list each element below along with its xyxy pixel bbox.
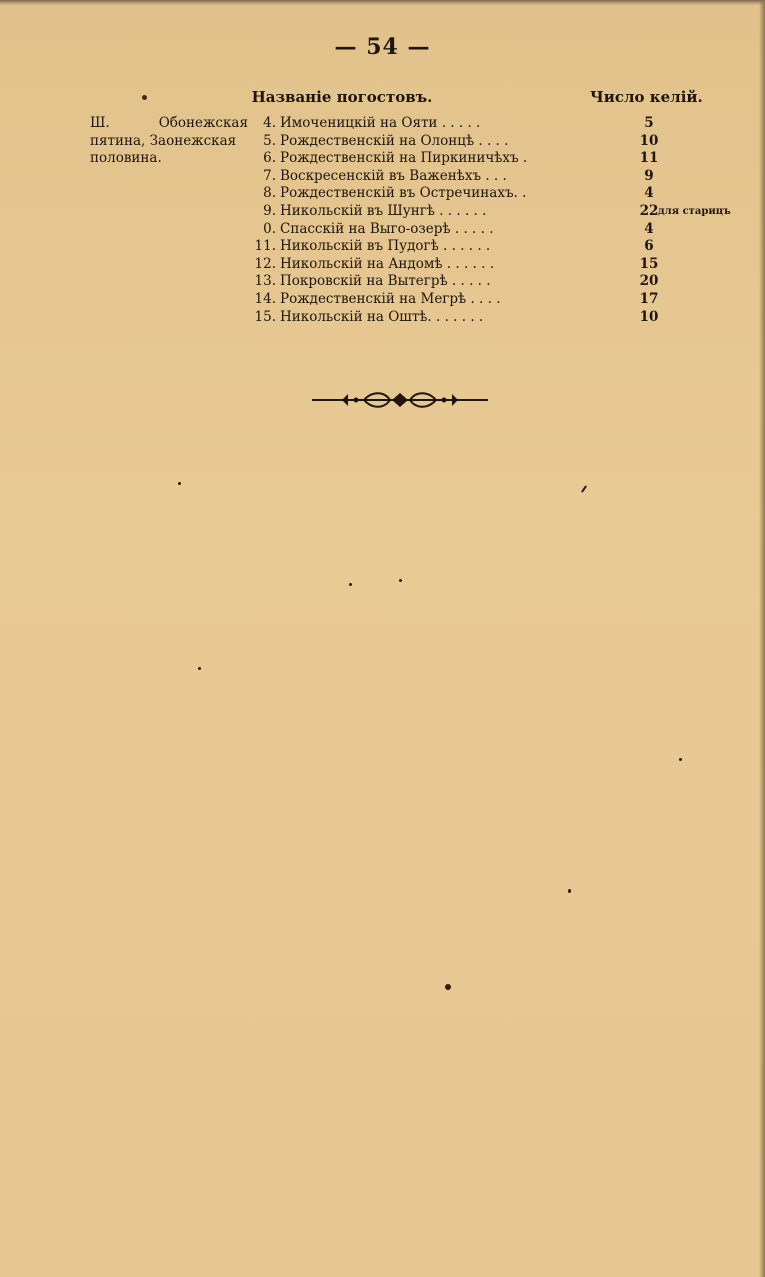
ink-speck <box>679 758 682 761</box>
pogost-name: Рождественскій въ Остречинахъ. . <box>280 185 527 202</box>
pogost-name: Никольскій на Андомѣ . . . . . . <box>280 255 495 272</box>
cell-count: 9 <box>644 167 654 184</box>
cell-count: 17 <box>639 290 659 307</box>
cell-count: 10 <box>639 132 659 149</box>
row-number: 6. <box>263 150 276 167</box>
table-row <box>244 115 724 133</box>
table-row <box>244 291 724 309</box>
row-number: 7. <box>263 167 276 184</box>
row-number: 5. <box>263 132 276 149</box>
cell-count: 20 <box>639 273 659 290</box>
row-number: 8. <box>263 185 276 202</box>
region-half: половина. <box>90 150 162 166</box>
page-number: — 54 — <box>334 34 431 60</box>
cell-count: 11 <box>639 150 659 167</box>
region-name: Обонежская <box>158 115 248 131</box>
table-row <box>244 133 724 151</box>
row-number: 12. <box>254 255 276 272</box>
row-number: 14. <box>254 290 276 307</box>
pogost-list <box>244 115 731 326</box>
table-row <box>244 238 724 256</box>
page-right-edge <box>759 0 765 1277</box>
row-number: 4. <box>263 115 276 131</box>
cell-count: 10 <box>639 308 659 325</box>
table-row <box>244 221 724 239</box>
table-row <box>244 273 724 291</box>
table-row <box>244 150 724 168</box>
cell-count: 15 <box>639 255 659 272</box>
row-number: 13. <box>254 273 276 290</box>
ink-speck <box>399 579 402 582</box>
table-row <box>244 168 724 186</box>
ink-speck <box>445 984 451 990</box>
row-note: для старицъ <box>658 205 731 217</box>
header-dot <box>142 95 147 100</box>
cell-count: 22 <box>639 202 659 219</box>
pogost-name: Никольскій на Оштѣ. . . . . . . <box>280 308 484 325</box>
ink-speck <box>349 583 352 586</box>
ink-speck <box>198 667 201 670</box>
region-subname: пятина, Заонежская <box>90 132 237 149</box>
row-number: 11. <box>254 238 276 255</box>
pogost-name: Воскресенскій въ Важенѣхъ . . . <box>280 167 507 184</box>
row-number: 9. <box>263 202 276 219</box>
pogost-name: Имоченицкій на Ояти . . . . . <box>280 115 481 131</box>
page-top-edge <box>0 0 765 6</box>
ink-speck <box>178 482 181 485</box>
column-header-name: Названіе погостовъ. <box>251 88 433 106</box>
table-row <box>244 202 731 221</box>
ink-speck <box>568 889 571 893</box>
column-header-count: Число келій. <box>590 88 703 106</box>
pogost-name: Спасскій на Выго-озерѣ . . . . . <box>280 220 494 237</box>
region-roman-numeral: Ш. <box>90 115 110 131</box>
divider-ornament-icon <box>312 389 488 411</box>
pogost-name: Никольскій въ Пудогѣ . . . . . . <box>280 238 491 255</box>
table-row <box>244 185 724 203</box>
pogost-name: Рождественскій на Мегрѣ . . . . <box>280 290 501 307</box>
cell-count: 5 <box>644 115 654 131</box>
cell-count: 4 <box>644 220 654 237</box>
row-number: 0. <box>263 220 276 237</box>
region-label <box>90 115 248 168</box>
pogost-name: Покровскій на Вытегрѣ . . . . . <box>280 273 491 290</box>
table-row <box>244 309 724 327</box>
pogost-name: Рождественскій на Пиркиничѣхъ . <box>280 150 528 167</box>
pogost-name: Рождественскій на Олонцѣ . . . . <box>280 132 509 149</box>
row-number: 15. <box>254 308 276 325</box>
pogost-name: Никольскій въ Шунгѣ . . . . . . <box>280 202 487 219</box>
table-row <box>244 256 724 274</box>
cell-count: 4 <box>644 185 654 202</box>
cell-count: 6 <box>644 238 654 255</box>
